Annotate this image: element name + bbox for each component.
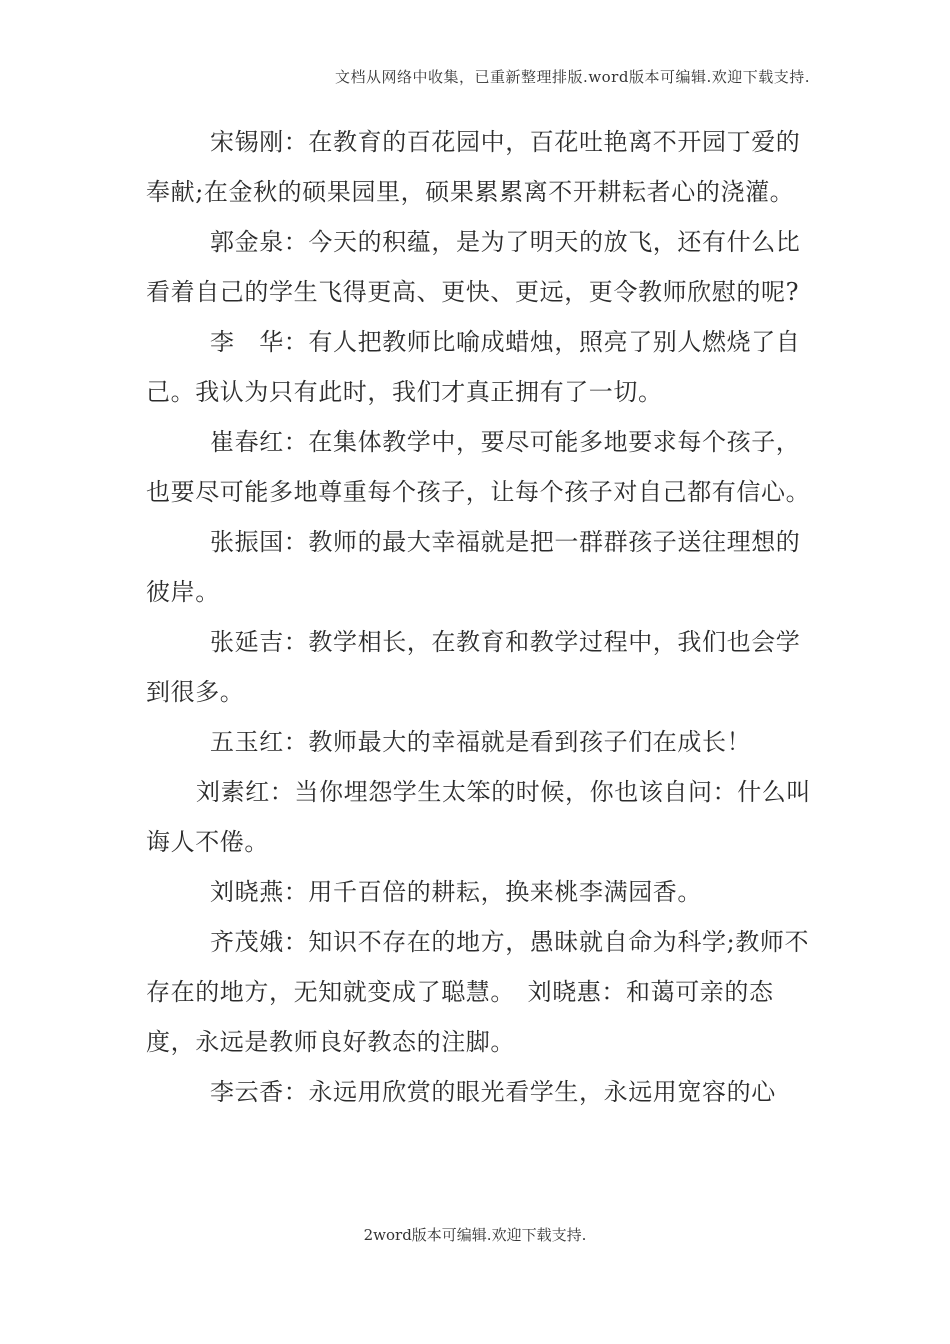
paragraph: 张延吉：教学相长，在教育和教学过程中，我们也会学到很多。 <box>146 628 801 706</box>
page-footer: 2word版本可编辑.欢迎下载支持. <box>363 1226 587 1244</box>
paragraph: 刘素红：当你埋怨学生太笨的时候，你也该自问：什么叫诲人不倦。 <box>146 778 811 856</box>
paragraph: 郭金泉：今天的积蕴，是为了明天的放飞，还有什么比看着自己的学生飞得更高、更快、更远，更令教师欣慰的呢? <box>146 228 801 306</box>
paragraph: 崔春红：在集体教学中，要尽可能多地要求每个孩子，也要尽可能多地尊重每个孩子，让每个孩子对自己都有信心。 <box>146 428 811 506</box>
paragraph: 李 华：有人把教师比喻成蜡烛，照亮了别人燃烧了自己。我认为只有此时，我们才真正拥有了一切。 <box>146 328 801 406</box>
paragraph: 五玉红：教师最大的幸福就是看到孩子们在成长！ <box>210 728 752 756</box>
paragraph: 齐茂娥：知识不存在的地方，愚昧就自命为科学;教师不存在的地方，无知就变成了聪慧。 刘晓惠：和蔼可亲的态度，永远是教师良好教态的注脚。 <box>146 928 810 1056</box>
paragraph: 宋锡刚：在教育的百花园中，百花吐艳离不开园丁爱的奉献;在金秋的硕果园里，硕果累累离不开耕耘者心的浇灌。 <box>146 128 801 206</box>
paragraph: 张振国：教师的最大幸福就是把一群群孩子送往理想的彼岸。 <box>146 528 801 606</box>
page-header: 文档从网络中收集，已重新整理排版.word版本可编辑.欢迎下载支持. <box>335 68 810 86</box>
paragraph: 刘晓燕：用千百倍的耕耘，换来桃李满园香。 <box>210 878 702 906</box>
paragraph: 李云香：永远用欣赏的眼光看学生，永远用宽容的心 <box>210 1078 776 1106</box>
document-body <box>146 117 811 1117</box>
